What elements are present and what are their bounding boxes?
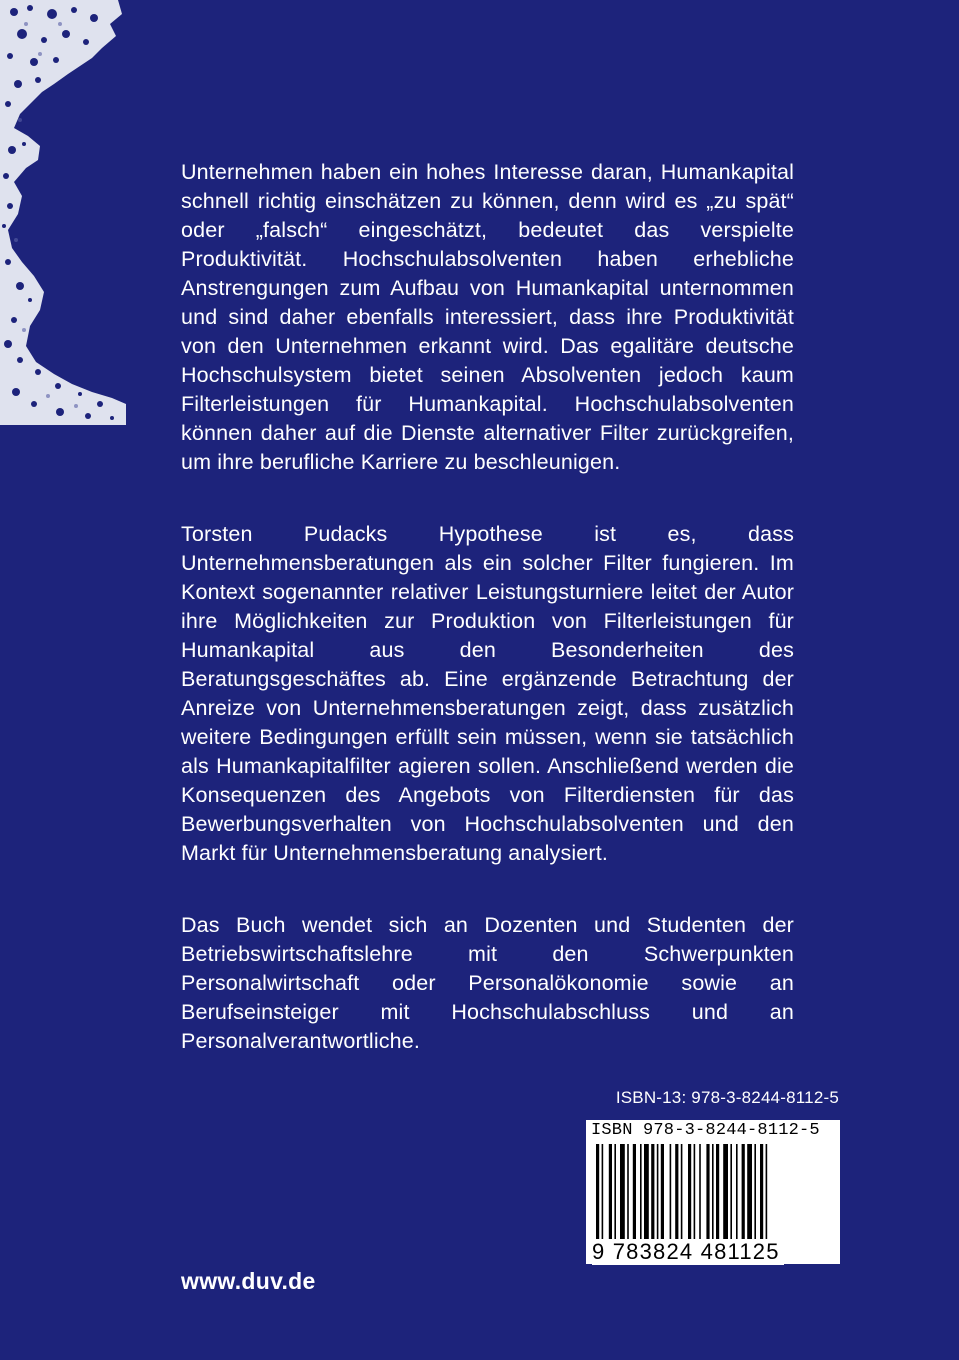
publisher-website: www.duv.de [181, 1268, 316, 1294]
globe-map-graphic [0, 0, 130, 425]
blurb-paragraph: Torsten Pudacks Hypothese ist es, dass Unternehmensberatungen als ein solcher Filter fungieren. Im Kontext sogenannter relativer Leistungsturniere leitet der Autor ihre Möglichkeiten zur Produktion von Filterleistungen für Humankapital aus den Besonderheiten des Beratungsgeschäftes ab. Eine ergänzende Betrachtung der Anreize von Unternehmensberatungen zeigt, dass zusätzlich weitere Bedingungen erfüllt sein müssen, wenn sie tatsächlich als Humankapitalfilter agieren sollen. Anschließend werden die Konsequenzen des Angebots von Filterdiensten für das Bewerbungsverhalten von Hochschulabsolventen und den Markt für Unternehmensberatung analysiert. [181, 522, 794, 865]
barcode [586, 1120, 840, 1264]
blurb-paragraph: Das Buch wendet sich an Dozenten und Studenten der Betriebswirtschaftslehre mit den Schwerpunkten Personalwirtschaft oder Personalökonomie sowie an Berufseinsteiger mit Hochschulabschluss und an Personalverantwortliche. [181, 913, 794, 1053]
barcode-isbn-text: ISBN 978-3-8244-8112-5 [591, 1121, 820, 1140]
isbn-label: ISBN-13: 978-3-8244-8112-5 [615, 1088, 839, 1107]
blurb-paragraph: Unternehmen haben ein hohes Interesse daran, Humankapital schnell richtig einschätzen zu können, denn wird es „zu spät“ oder „falsch“ eingeschätzt, bedeutet das verspielte Produktivität. Hochschulabsolventen haben erhebliche Anstrengungen zum Aufbau von Humankapital unternommen und sind daher ebenfalls interessiert, dass ihre Produktivität von den Unternehmen erkannt wird. Das egalitäre deutsche Hochschulsystem bietet seinen Absolventen jedoch kaum Filterleistungen für Humankapital. Hochschulabsolventen können daher auf die Dienste alternativer Filter zurückgreifen, um ihre berufliche Karriere zu beschleunigen. [181, 160, 794, 474]
barcode-ean-digits: 9 783824 481125 [592, 1239, 784, 1265]
back-cover-blurb [181, 158, 794, 1056]
globe-illustration [0, 0, 130, 425]
